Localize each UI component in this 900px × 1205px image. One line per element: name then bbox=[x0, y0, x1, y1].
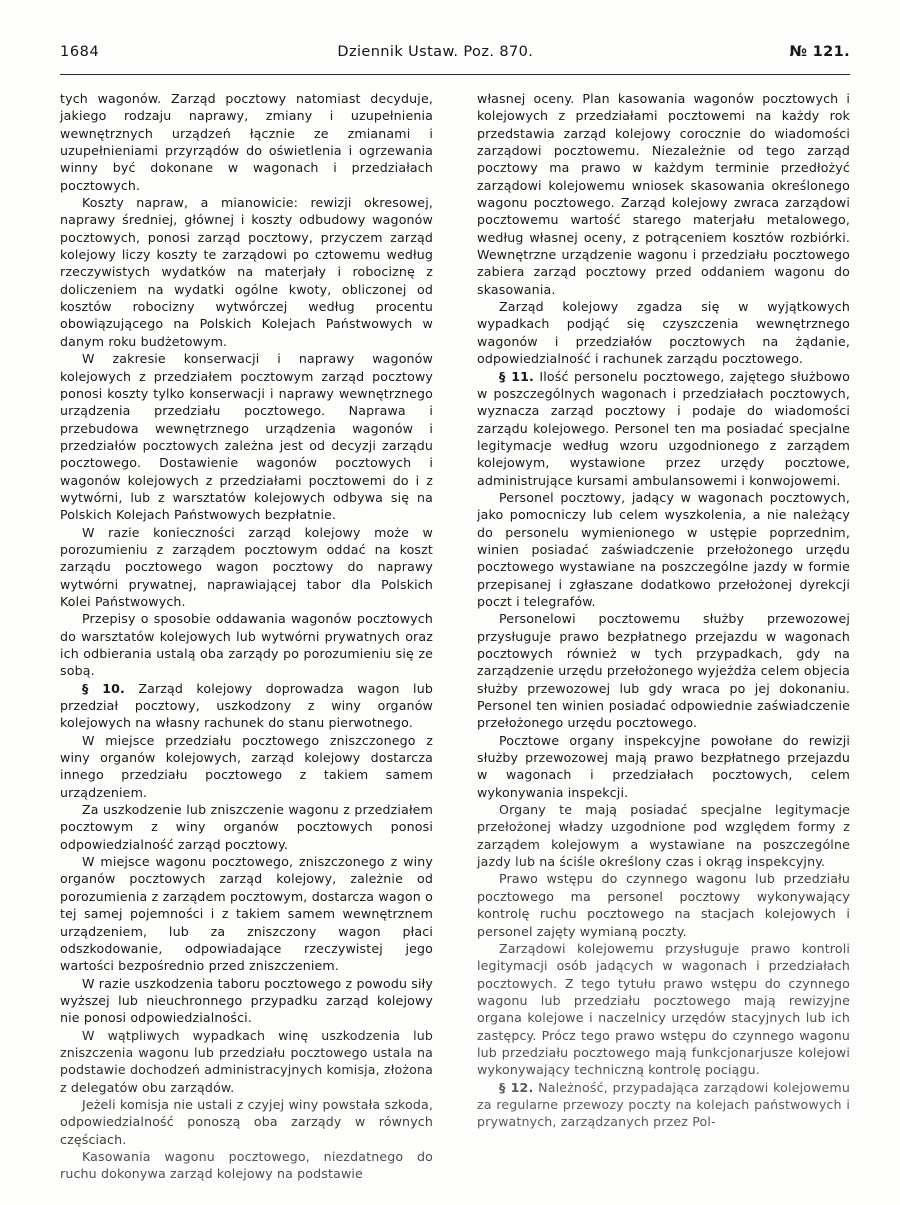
issue-number: № 121. bbox=[789, 44, 850, 60]
section-number: § 12. bbox=[499, 1079, 534, 1095]
paragraph: Koszty napraw, a mianowicie: rewizji okresowej, naprawy średniej, głównej i koszty odbudowy wagonów pocztowych, ponosi zarząd pocztowy, przyczem zarząd kolejowy liczy koszty te zarządowi po cztowemu według rzeczywistych wydatków na materjały i robociznę z doliczeniem na wydatki ogólne kwoty, obliczonej od kosztów robocizny wytwórczej według procentu obowiązującego na Polskich Kolejach Państwowych w danym roku budżetowym. bbox=[60, 195, 433, 349]
paragraph: Kasowania wagonu pocztowego, niezdatnego do ruchu dokonywa zarząd kolejowy na podstawie bbox=[60, 1148, 433, 1182]
paragraph: W miejsce przedziału pocztowego zniszczonego z winy organów kolejowych, zarząd kolejowy dostarcza innego przedziału pocztowego z takiem samem urządzeniem. bbox=[60, 732, 433, 800]
paragraph: Prawo wstępu do czynnego wagonu lub przedziału pocztowego ma personel pocztowy wykonywający kontrolę ruchu pocztowego na stacjach kolejowych i personel zajęty wymianą poczty. bbox=[477, 871, 850, 939]
paragraph-text: Ilość personelu pocztowego, zajętego służbowo w poszczególnych wagonach i przedziałach pocztowych, wyznacza zarząd pocztowy i podaje do wiadomości zarządu kolejowego. Personel ten ma posiadać specjalne legitymacje według wzoru uzgodnionego z zarządem kolejowym, wystawione przez urzędy pocztowe, administrujące kursami ambulansowemi i konwojowemi. bbox=[477, 368, 850, 488]
paragraph: W razie konieczności zarząd kolejowy może w porozumieniu z zarządem pocztowym oddać na koszt zarządu pocztowego wagon pocztowy do naprawy wytwórni prywatnej, naprawiającej tabor dla Polskich Kolei Państwowych. bbox=[60, 524, 433, 609]
journal-title: Dziennik Ustaw. Poz. 870. bbox=[337, 44, 534, 60]
paragraph: tych wagonów. Zarząd pocztowy natomiast decyduje, jakiego rodzaju naprawy, zmiany i uzupełnienia wewnętrznych urządzeń łącznie ze zmianami i uzupełnieniami przyrządów do oświetlenia i ogrzewania winny być dokonane w wagonach i przedziałach pocztowych. bbox=[60, 91, 433, 193]
paragraph bbox=[477, 1079, 850, 1131]
header-divider bbox=[60, 74, 850, 75]
paragraph: Pocztowe organy inspekcyjne powołane do rewizji służby przewozowej mają prawo bezpłatnego przejazdu w wagonach i przedziałach pocztowych, celem wykonywania inspekcji. bbox=[477, 732, 850, 800]
paragraph: Zarządowi kolejowemu przysługuje prawo kontroli legitymacji osób jadących w wagonach i przedziałach pocztowych. Z tego tytułu prawo wstępu do czynnego wagonu lub przedziału pocztowego mają rewizyjne organa kolejowe i naczelnicy urzędów stacyjnych lub ich zastępcy. Prócz tego prawo wstępu do czynnego wagonu lub przedziału pocztowego mają funkcjonarjusze kolejowi wykonywający techniczną kontrolę pociągu. bbox=[477, 940, 850, 1078]
paragraph: własnej oceny. Plan kasowania wagonów pocztowych i kolejowych z przedziałami pocztowemi na każdy rok przedstawia zarząd kolejowy corocznie do wiadomości zarządowi pocztowemu. Niezależnie od tego zarząd pocztowy ma prawo w każdym terminie przedłożyć zarządowi kolejowemu wniosek skasowania określonego wagonu pocztowego. Zarząd kolejowy zwraca zarządowi pocztowemu wartość starego materjału metalowego, według własnej oceny, z potrąceniem kosztów rozbiórki. Wewnętrzne urządzenie wagonu i przedziału pocztowego zabiera zarząd pocztowy przed oddaniem wagonu do skasowania. bbox=[477, 91, 850, 297]
paragraph: W miejsce wagonu pocztowego, zniszczonego z winy organów pocztowych zarząd kolejowy, zależnie od porozumienia z zarządem pocztowym, dostarcza wagon o tej samej pojemności i z takiem samem wewnętrznem urządzeniem, lub za zniszczony wagon płaci odszkodowanie, odpowiadające rzeczywistej jego wartości bezpośrednio przed zniszczeniem. bbox=[60, 854, 433, 974]
column-left bbox=[60, 90, 433, 1182]
paragraph-text: Należność, przypadająca zarządowi kolejowemu za regularne przewozy poczty na kolejach państwowych i prywatnych, zarządzanych przez Pol- bbox=[477, 1079, 850, 1130]
section-number: § 11. bbox=[499, 368, 534, 384]
paragraph: Przepisy o sposobie oddawania wagonów pocztowych do warsztatów kolejowych lub wytwórni prywatnych oraz ich odbierania ustalą oba zarządy po porozumieniu się ze sobą. bbox=[60, 611, 433, 679]
paragraph: Za uszkodzenie lub zniszczenie wagonu z przedziałem pocztowym z winy organów pocztowych ponosi odpowiedzialność zarząd pocztowy. bbox=[60, 802, 433, 852]
paragraph bbox=[477, 368, 850, 489]
section-number: § 10. bbox=[82, 680, 125, 696]
paragraph: Personelowi pocztowemu służby przewozowej przysługuje prawo bezpłatnego przejazdu w wagonach pocztowych również w tych przypadkach, gdy na zarządzenie urzędu przełożonego wyjeżdża celem objecia służby przewozowej lub gdy wraca po jej dokonaniu. Personel ten winien posiadać odpowiednie zaświadczenie przełożonego urzędu pocztowego. bbox=[477, 611, 850, 731]
paragraph bbox=[60, 680, 433, 732]
paragraph: Personel pocztowy, jadący w wagonach pocztowych, jako pomocniczy lub celem wyszkolenia, a nie należący do personelu wymienionego w ustępie poprzednim, winien posiadać zaświadczenie przełożonego urzędu pocztowego wystawiane na poszczególne jazdy w formie przepisanej i zgłaszane dodatkowo przełożonej dyrekcji poczt i telegrafów. bbox=[477, 489, 850, 609]
page-header bbox=[60, 44, 850, 66]
paragraph-text: Zarząd kolejowy doprowadza wagon lub przedział pocztowy, uszkodzony z winy organów kolejowych na własny rachunek do stanu pierwotnego. bbox=[60, 680, 433, 731]
paragraph: Jeżeli komisja nie ustali z czyjej winy powstała szkoda, odpowiedzialność ponoszą oba zarządy w równych częściach. bbox=[60, 1096, 433, 1147]
paragraph: Zarząd kolejowy zgadza się w wyjątkowych wypadkach podjąć się czyszczenia wewnętrznego wagonów i przedziałów pocztowych na żądanie, odpowiedzialność i rachunek zarządu pocztowego. bbox=[477, 299, 850, 367]
body-columns bbox=[60, 90, 850, 1182]
page-number-left: 1684 bbox=[60, 44, 100, 60]
paragraph: W zakresie konserwacji i naprawy wagonów kolejowych z przedziałem pocztowym zarząd pocztowy ponosi koszty tylko konserwacji i naprawy wewnętrznego urządzenia przedziału pocztowego. Naprawa i przebudowa wewnętrznego urządzenia wagonów i przedziałów pocztowych zależna jest od decyzji zarządu pocztowego. Dostawienie wagonów pocztowych i wagonów kolejowych z przedziałami pocztowemi do i z wytwórni, lub z warsztatów kolejowych odbywa się na Polskich Kolejach Państwowych bezpłatnie. bbox=[60, 351, 433, 523]
paragraph: W wątpliwych wypadkach winę uszkodzenia lub zniszczenia wagonu lub przedziału pocztowego ustala na podstawie dochodzeń administracyjnych komisja, złożona z delegatów obu zarządów. bbox=[60, 1027, 433, 1095]
paragraph: Organy te mają posiadać specjalne legitymacje przełożonej władzy uzgodnione pod względem formy z zarządem kolejowym a wystawiane na poszczególne jazdy lub na ściśle określony czas i okrąg inspekcyjny. bbox=[477, 802, 850, 870]
paragraph: W razie uszkodzenia taboru pocztowego z powodu siły wyższej lub nieuchronnego przypadku zarząd kolejowy nie ponosi odpowiedzialności. bbox=[60, 975, 433, 1026]
column-right bbox=[477, 90, 850, 1160]
